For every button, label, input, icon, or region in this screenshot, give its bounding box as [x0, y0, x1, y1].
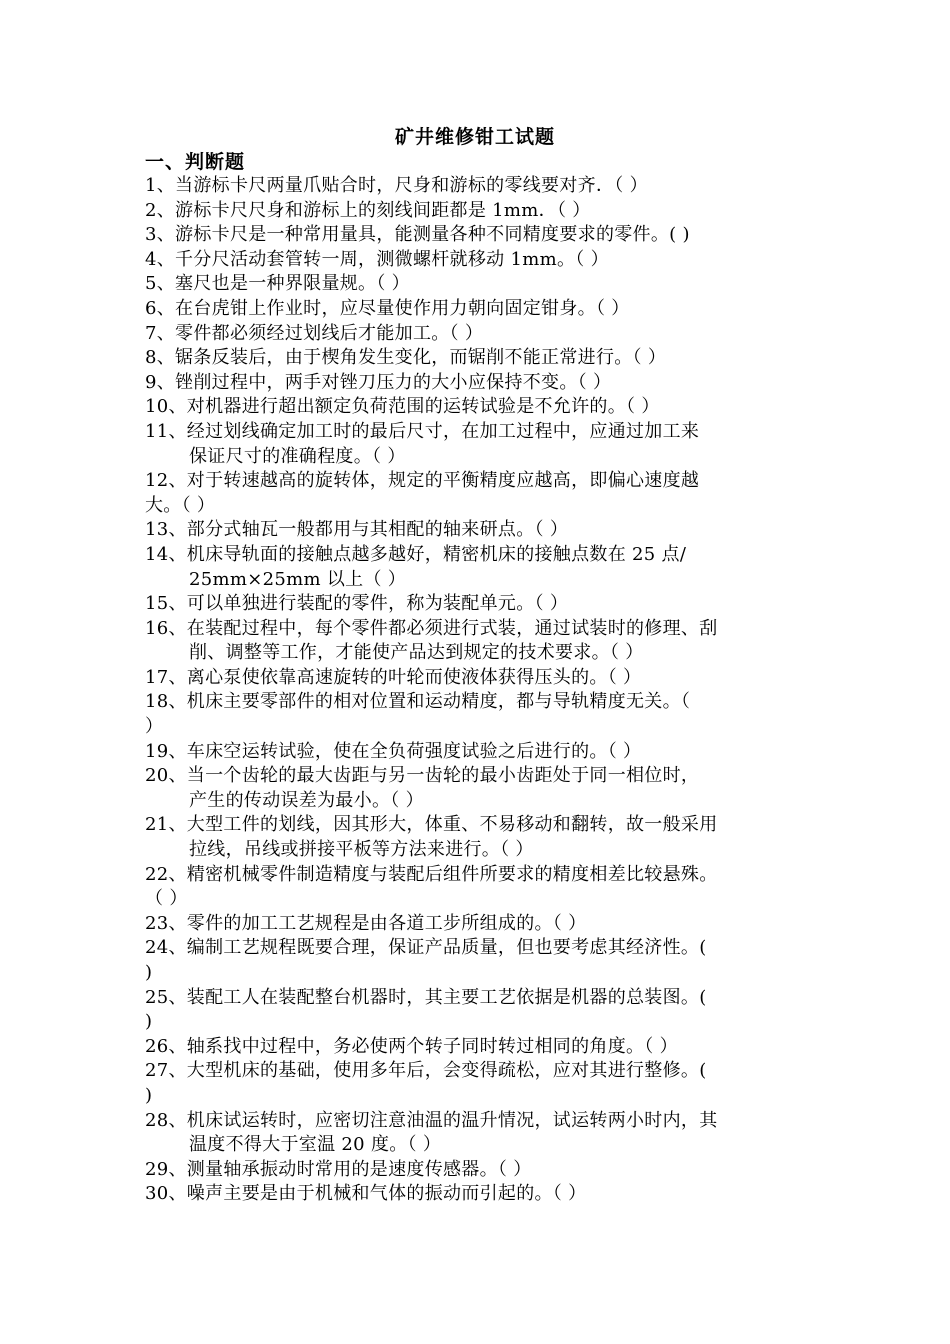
question-item: [145, 1059, 820, 1108]
question-text: 25、装配工人在装配整台机器时，其主要工艺依据是机器的总装图。(: [145, 986, 707, 1008]
question-item: [145, 223, 820, 248]
question-text: 28、机床试运转时，应密切注意油温的温升情况，试运转两小时内，其: [145, 1109, 718, 1131]
question-continuation: （ ）: [145, 888, 188, 910]
question-text: 20、当一个齿轮的最大齿距与另一齿轮的最小齿距处于同一相位时，: [145, 765, 700, 787]
question-continuation: 25mm×25mm 以上（ ）: [189, 568, 407, 590]
question-text: 24、编制工艺规程既要合理，保证产品质量，但也要考虑其经济性。(: [145, 937, 707, 959]
question-text: 6、在台虎钳上作业时，应尽量使作用力朝向固定钳身。（ ）: [145, 297, 630, 319]
question-text: 1、当游标卡尺两量爪贴合时，尺身和游标的零线要对齐．（ ）: [145, 175, 648, 196]
question-item: [145, 912, 820, 937]
question-item: [145, 986, 820, 1035]
question-item: [145, 863, 820, 912]
question-item: [145, 297, 820, 322]
question-text: 14、机床导轨面的接触点越多越好，精密机床的接触点数在 25 点/: [145, 543, 687, 565]
question-continuation: 产生的传动误差为最小。（ ）: [189, 789, 424, 811]
question-item: [145, 666, 820, 691]
question-text: 5、塞尺也是一种界限量规。（ ）: [145, 273, 410, 295]
question-continuation: ): [145, 1084, 153, 1106]
question-item: [145, 1109, 820, 1158]
question-continuation: 削、调整等工作，才能使产品达到规定的技术要求。（ ）: [189, 642, 644, 664]
question-text: 30、噪声主要是由于机械和气体的振动而引起的。（ ）: [145, 1183, 587, 1205]
question-text: 4、千分尺活动套管转一周，测微螺杆就移动 1mm。（ ）: [145, 248, 609, 270]
question-item: [145, 322, 820, 347]
question-text: 27、大型机床的基础，使用多年后，会变得疏松，应对其进行整修。(: [145, 1060, 707, 1082]
question-text: 12、对于转速越高的旋转体，规定的平衡精度应越高，即偏心速度越: [145, 470, 700, 492]
question-text: 15、可以单独进行装配的零件，称为装配单元。（ ）: [145, 593, 569, 615]
question-text: 2、游标卡尺尺身和游标上的刻线间距都是 1mm．（ ）: [145, 199, 591, 221]
question-text: 7、零件都必须经过划线后才能加工。（ ）: [145, 322, 484, 344]
question-item: [145, 740, 820, 765]
question-item: [145, 1035, 820, 1060]
question-continuation: ): [145, 962, 153, 983]
question-continuation: ）: [145, 716, 164, 738]
question-item: [145, 1158, 820, 1183]
question-item: [145, 469, 820, 518]
question-item: [145, 518, 820, 543]
question-item: [145, 420, 820, 469]
question-item: [145, 248, 820, 273]
question-text: 10、对机器进行超出额定负荷范围的运转试验是不允许的。（ ）: [145, 396, 660, 418]
question-item: [145, 936, 820, 985]
question-text: 9、锉削过程中，两手对锉刀压力的大小应保持不变。（ ）: [145, 371, 612, 393]
question-continuation: 温度不得大于室温 20 度。（ ）: [189, 1134, 442, 1156]
question-text: 13、部分式轴瓦一般都用与其相配的轴来研点。（ ）: [145, 519, 569, 541]
question-item: [145, 592, 820, 617]
question-item: [145, 174, 820, 199]
question-text: 29、测量轴承振动时常用的是速度传感器。（ ）: [145, 1158, 532, 1180]
question-item: [145, 813, 820, 862]
question-item: [145, 371, 820, 396]
question-item: [145, 764, 820, 813]
question-item: [145, 543, 820, 592]
section-heading: 一、判断题: [145, 151, 246, 173]
question-continuation: 拉线，吊线或拼接平板等方法来进行。（ ）: [189, 839, 534, 861]
question-text: 19、车床空运转试验，使在全负荷强度试验之后进行的。（ ）: [145, 740, 642, 762]
question-item: [145, 617, 820, 666]
question-text: 8、锯条反装后，由于楔角发生变化，而锯削不能正常进行。（ ）: [145, 347, 667, 369]
question-text: 16、在装配过程中，每个零件都必须进行式装，通过试装时的修理、刮: [145, 617, 718, 639]
question-continuation: 大。（ ）: [145, 494, 216, 516]
question-item: [145, 1182, 820, 1207]
question-list: [145, 174, 820, 1207]
document-title: 矿井维修钳工试题: [394, 126, 555, 148]
question-continuation: ): [145, 1011, 153, 1033]
question-item: [145, 346, 820, 371]
question-item: [145, 395, 820, 420]
question-text: 21、大型工件的划线，因其形大，体重、不易移动和翻转，故一般采用: [145, 814, 718, 836]
question-item: [145, 690, 820, 739]
question-text: 3、游标卡尺是一种常用量具，能测量各种不同精度要求的零件。( ): [145, 224, 690, 246]
question-text: 11、经过划线确定加工时的最后尺寸，在加工过程中，应通过加工来: [145, 420, 700, 442]
question-text: 18、机床主要零部件的相对位置和运动精度，都与导轨精度无关。（: [145, 691, 691, 713]
question-item: [145, 272, 820, 297]
question-text: 26、轴系找中过程中，务必使两个转子同时转过相同的角度。（ ）: [145, 1035, 678, 1057]
question-continuation: 保证尺寸的准确程度。（ ）: [189, 445, 406, 467]
question-item: [145, 199, 820, 224]
question-text: 22、精密机械零件制造精度与装配后组件所要求的精度相差比较悬殊。: [145, 863, 718, 885]
question-text: 17、离心泵使依靠高速旋转的叶轮而使液体获得压头的。（ ）: [145, 666, 642, 688]
question-text: 23、零件的加工工艺规程是由各道工步所组成的。（ ）: [145, 912, 587, 934]
